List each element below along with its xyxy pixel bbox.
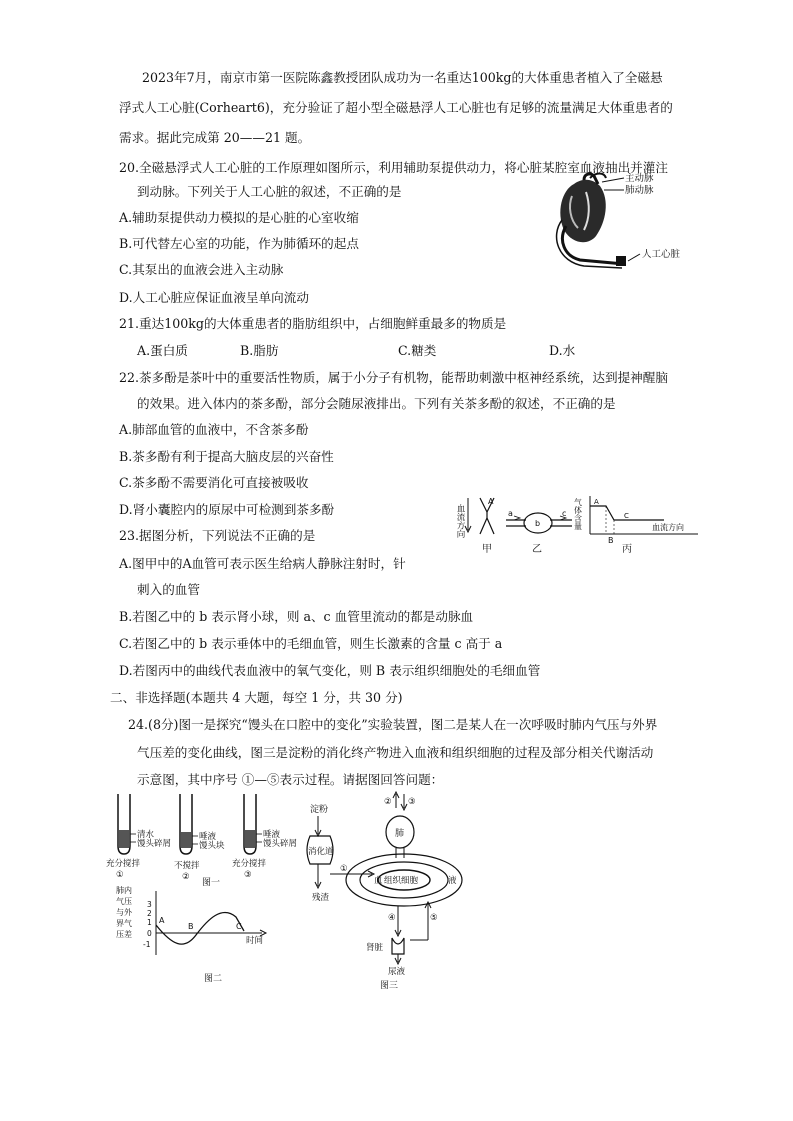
fig1-caption: 图一 [202, 878, 221, 888]
fig2-A-label: A [159, 916, 165, 925]
tube1-bottom-2: ① [116, 870, 124, 880]
q24-stem-2: 气压差的变化曲线，图三是淀粉的消化终产物进入血液和组织细胞的过程及部分相关代谢活动 [137, 745, 654, 760]
q20-option-d: D.人工心脏应保证血液呈单向流动 [119, 290, 309, 305]
fig3-tissue: 组织细胞 [384, 876, 419, 886]
fig3-urine: 尿液 [388, 967, 406, 977]
fig2-xlabel: 时间 [246, 936, 264, 946]
q23-option-b: B.若图乙中的 b 表示肾小球，则 a、c 血管里流动的都是动脉血 [119, 609, 474, 624]
fig3-lung: 肺 [395, 829, 405, 839]
q22-stem-2: 的效果。进入体内的茶多酚，部分会随尿液排出。下列有关茶多酚的叙述，不正确的是 [137, 396, 616, 411]
bing-C-label: C [624, 512, 629, 520]
tube2-label-2: 馒头块 [199, 841, 225, 851]
tube2-bottom-1: 不搅拌 [174, 861, 200, 871]
fig3-caption: 图三 [380, 981, 399, 990]
fig2-ylabel-5: 压差 [116, 930, 132, 939]
fig2-tick-1: 1 [147, 918, 152, 927]
fig2-ylabel-3: 与外 [116, 908, 132, 917]
q23-option-d: D.若图丙中的曲线代表血液中的氧气变化，则 B 表示组织细胞处的毛细血管 [119, 663, 541, 678]
fig3-kidney-shape [392, 938, 404, 954]
fig2-tick-0: 0 [147, 929, 152, 938]
fig2-ylabel-4: 界气 [116, 919, 132, 928]
bing-B-label: B [608, 536, 614, 545]
yi-a-label: a [508, 509, 513, 518]
q24-stem-1: 24.(8分)图一是探究“馒头在口腔中的变化”实验装置，图二是某人在一次呼吸时肺内气压与外界 [128, 717, 658, 732]
tube-1 [106, 794, 171, 880]
fig2-B-label: B [188, 922, 194, 931]
bing-xlabel: 血流方向 [652, 523, 684, 532]
q23-option-c: C.若图乙中的 b 表示垂体中的毛细血管，则生长激素的含量 c 高于 a [119, 636, 503, 651]
fig1-test-tubes [100, 790, 300, 890]
jia-caption: 甲 [482, 544, 492, 555]
q20-option-c: C.其泵出的血液会进入主动脉 [119, 262, 284, 277]
fig3-residue: 残渣 [312, 893, 330, 903]
q21-stem: 21.重达100kg的大体重患者的脂肪组织中，占细胞鲜重最多的物质是 [119, 316, 507, 331]
fig3-kidney: 肾脏 [366, 943, 384, 953]
yi-caption: 乙 [532, 544, 542, 555]
aorta-label: 主动脉 [625, 173, 654, 184]
intro-line-1: 2023年7月，南京市第一医院陈鑫教授团队成功为一名重达100kg的大体重患者植入了全磁悬 [142, 70, 663, 85]
fig3-n1: ① [340, 864, 348, 874]
q22-option-a: A.肺部血管的血液中，不含茶多酚 [119, 422, 309, 437]
tube3-bottom-1: 充分搅拌 [232, 859, 267, 869]
jia-side-label: 血流方向 [455, 504, 465, 538]
pulmonary-artery-label: 肺动脉 [625, 185, 654, 196]
q20-option-a: A.辅助泵提供动力模拟的是心脏的心室收缩 [119, 210, 359, 225]
q24-stem-3: 示意图，其中序号 ①—⑤表示过程。请据图回答问题： [137, 772, 444, 787]
fig3-n4: ④ [388, 913, 396, 923]
fig3-blood: 血 [374, 876, 383, 886]
q21-option-c: C.糖类 [398, 343, 437, 358]
q20-stem-2: 到动脉。下列关于人工心脏的叙述，不正确的是 [137, 184, 402, 199]
q21-option-a: A.蛋白质 [137, 343, 188, 358]
q20-stem-1: 20.全磁悬浮式人工心脏的工作原理如图所示，利用辅助泵提供动力，将心脏某腔室血液抽出并灌注 [119, 160, 668, 175]
intro-line-2: 浮式人工心脏(Corheart6)，充分验证了超小型全磁悬浮人工心脏也有足够的流量满足大体重患者的 [119, 100, 673, 115]
q23-option-a-cont: 刺入的血管 [137, 582, 200, 597]
fig3-n2: ② [384, 797, 392, 807]
yi-b-label: b [535, 519, 541, 528]
intro-line-3: 需求。据此完成第 20——21 题。 [119, 130, 311, 145]
q20-option-b: B.可代替左心室的功能，作为肺循环的起点 [119, 236, 359, 251]
tube1-label-1: 清水 [137, 830, 155, 840]
q22-option-d: D.肾小囊腔内的原尿中可检测到茶多酚 [119, 502, 335, 517]
tube2-bottom-2: ② [182, 872, 190, 882]
q23-option-a: A.图甲中的A血管可表示医生给病人静脉注射时，针 [119, 556, 406, 571]
tube1-bottom-1: 充分搅拌 [106, 859, 141, 869]
artificial-heart-label: 人工心脏 [642, 249, 681, 260]
q23-stem: 23.据图分析，下列说法不正确的是 [119, 528, 316, 543]
fig3-metabolism-diagram [300, 790, 470, 990]
bing-caption: 丙 [622, 544, 632, 555]
tube-3 [232, 794, 297, 880]
fig2-ylabel-1: 肺内 [116, 886, 132, 895]
section-2-heading: 二、非选择题(本题共 4 大题，每空 1 分，共 30 分) [110, 690, 403, 705]
q22-option-b: B.茶多酚有利于提高大脑皮层的兴奋性 [119, 449, 334, 464]
q21-option-d: D.水 [549, 343, 576, 358]
fig3-fluid: 液 [448, 876, 457, 886]
tube3-bottom-2: ③ [244, 870, 252, 880]
tube1-label-2: 馒头碎屑 [137, 839, 172, 849]
figure-jia [455, 497, 494, 555]
tube-2 [174, 794, 225, 882]
q22-option-c: C.茶多酚不需要消化可直接被吸收 [119, 475, 309, 490]
q21-option-b: B.脂肪 [240, 343, 279, 358]
fig2-C-label: C [236, 922, 242, 931]
fig3-n3: ③ [408, 797, 416, 807]
q23-figures [454, 490, 704, 560]
artificial-heart-figure [544, 170, 694, 272]
fig2-tick-3: 3 [147, 900, 152, 909]
fig2-pressure-chart [112, 885, 292, 985]
bing-A-label: A [594, 498, 599, 506]
fig2-tick-2: 2 [147, 909, 152, 918]
fig2-caption: 图二 [204, 974, 223, 984]
tube3-label-1: 唾液 [263, 830, 281, 840]
figure-bing [574, 496, 699, 555]
fig2-tick-neg1: -1 [143, 940, 151, 949]
fig2-ylabel-2: 气压 [116, 897, 132, 906]
fig3-n5: ⑤ [430, 913, 438, 923]
q22-stem-1: 22.茶多酚是茶叶中的重要活性物质，属于小分子有机物，能帮助刺激中枢神经系统，达到提神醒脑 [119, 370, 668, 385]
tube2-label-1: 唾液 [199, 832, 217, 842]
tube3-label-2: 馒头碎屑 [263, 839, 298, 849]
fig2-curve [156, 912, 244, 944]
fig3-digestive: 消化道 [308, 847, 334, 857]
figure-yi [506, 509, 572, 555]
fig3-starch: 淀粉 [310, 805, 329, 815]
yi-c-label: c [562, 509, 567, 518]
jia-A-label: A [488, 497, 494, 506]
bing-ylabel: 气体含量 [573, 498, 583, 530]
